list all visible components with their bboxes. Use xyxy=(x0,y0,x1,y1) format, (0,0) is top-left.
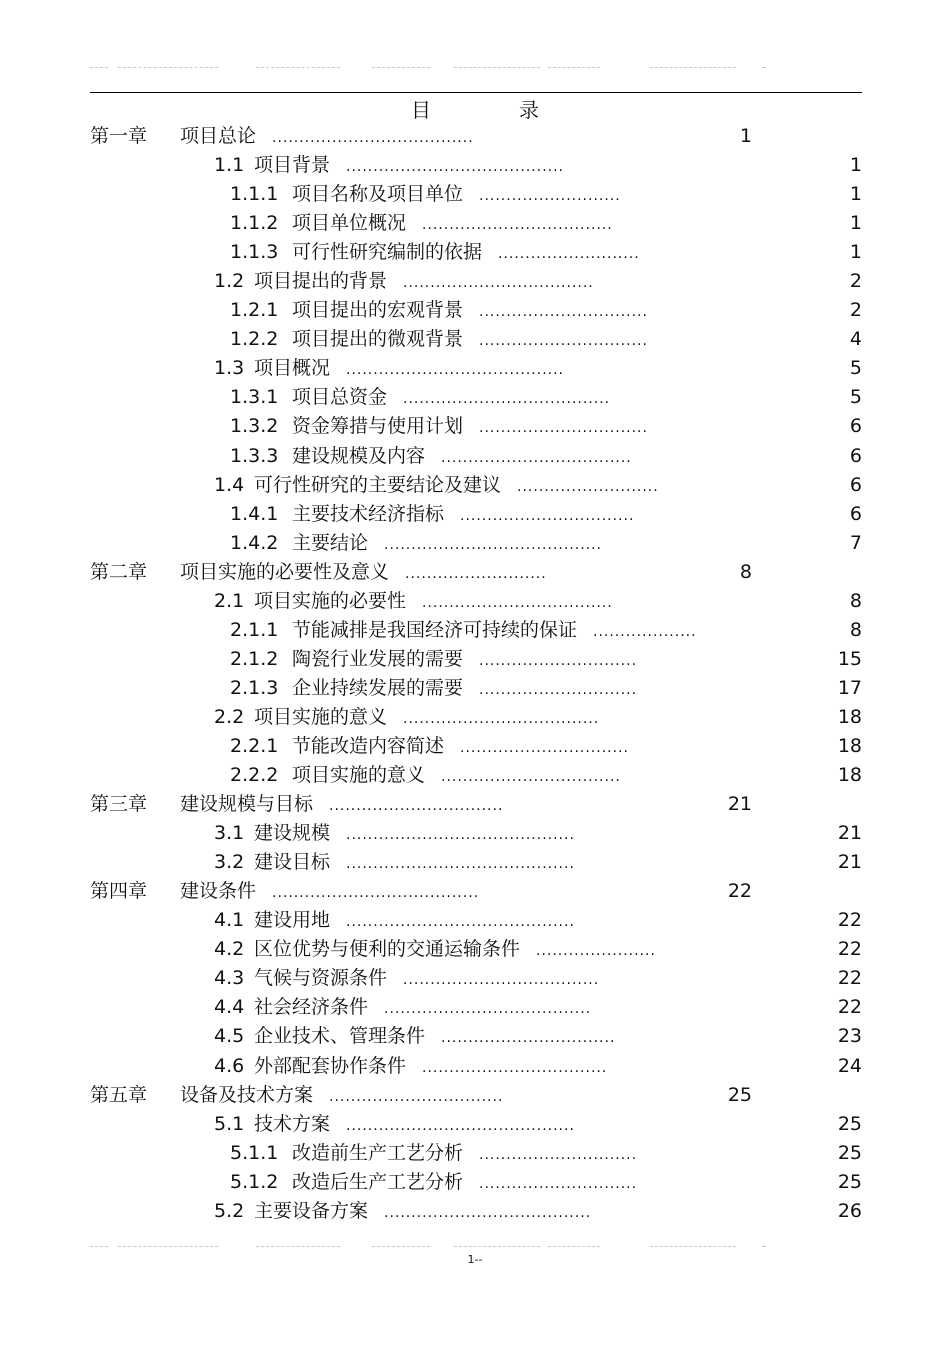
toc-entry-title: 项目实施的意义 xyxy=(254,705,388,728)
toc-entry[interactable] xyxy=(0,906,950,935)
toc-entry-page: 24 xyxy=(837,1054,862,1077)
toc-entry[interactable] xyxy=(0,558,950,587)
page-number: 1-- xyxy=(467,1253,483,1266)
toc-entry-page: 18 xyxy=(837,705,862,728)
toc-entry-leader: .......................... xyxy=(517,478,659,495)
toc-entry-title: 可行性研究的主要结论及建议 xyxy=(254,473,502,496)
toc-entry-title: 项目总论 xyxy=(180,125,257,147)
toc-entry-leader: ................................ xyxy=(329,1088,504,1105)
toc-entry-number: 第二章 xyxy=(90,560,148,583)
toc-entry[interactable] xyxy=(0,790,950,819)
toc-entry[interactable] xyxy=(0,1197,950,1226)
toc-entry-leader: .......................... xyxy=(405,565,547,582)
toc-entry[interactable] xyxy=(0,964,950,993)
toc-entry-leader: ........................................ xyxy=(346,362,565,379)
toc-entry[interactable] xyxy=(0,325,950,354)
toc-entry-title: 技术方案 xyxy=(254,1112,331,1135)
toc-entry-number: 1.4 xyxy=(214,473,245,496)
toc-entry-title: 项目总资金 xyxy=(292,386,388,409)
toc-entry-title: 项目背景 xyxy=(254,154,331,177)
toc-entry-page: 1 xyxy=(849,183,862,206)
toc-entry-leader: .......................................... xyxy=(346,914,575,931)
toc-entry[interactable] xyxy=(0,529,950,558)
toc-entry-page: 18 xyxy=(837,764,862,787)
toc-entry-title: 项目提出的微观背景 xyxy=(292,328,464,351)
toc-entry-leader: ............................... xyxy=(479,304,648,321)
toc-entry-page: 1 xyxy=(739,125,752,147)
toc-entry-number: 1.2 xyxy=(214,270,245,293)
toc-entry-page: 8 xyxy=(849,618,862,641)
toc-entry[interactable] xyxy=(0,935,950,964)
toc-entry-title: 节能改造内容简述 xyxy=(292,734,445,757)
toc-entry-leader: .......................................... xyxy=(346,1117,575,1134)
toc-entry-leader: ................................... xyxy=(403,275,594,292)
toc-entry[interactable] xyxy=(0,442,950,471)
toc-entry-page: 18 xyxy=(837,734,862,757)
toc-entry[interactable] xyxy=(0,674,950,703)
toc-entry-page: 6 xyxy=(849,473,862,496)
toc-entry[interactable] xyxy=(0,1139,950,1168)
toc-entry-leader: ................................... xyxy=(422,594,613,611)
toc-entry-page: 21 xyxy=(837,822,862,845)
toc-entry-number: 5.1.1 xyxy=(230,1141,279,1164)
toc-entry[interactable] xyxy=(0,1110,950,1139)
toc-entry-page: 8 xyxy=(739,560,752,583)
toc-entry-leader: ...................................... xyxy=(403,391,611,408)
toc-entry-page: 1 xyxy=(849,154,862,177)
toc-entry[interactable] xyxy=(0,151,950,180)
toc-entry-page: 1 xyxy=(849,241,862,264)
toc-entry-leader: ................................ xyxy=(441,1030,616,1047)
toc-entry-title: 气候与资源条件 xyxy=(254,967,388,990)
toc-entry-title: 项目提出的背景 xyxy=(254,270,388,293)
toc-entry[interactable] xyxy=(0,267,950,296)
toc-entry-title: 企业持续发展的需要 xyxy=(292,676,464,699)
toc-entry-title: 企业技术、管理条件 xyxy=(254,1025,426,1048)
toc-entry-leader: .......................... xyxy=(479,188,621,205)
toc-entry-number: 3.1 xyxy=(214,822,245,845)
toc-entry[interactable] xyxy=(0,383,950,412)
toc-entry-leader: ................... xyxy=(593,623,697,640)
toc-entry-leader: .................................... xyxy=(403,710,600,727)
toc-entry-page: 6 xyxy=(849,502,862,525)
toc-entry-leader: ...................................... xyxy=(272,885,480,902)
toc-entry-leader: .......................................... xyxy=(346,827,575,844)
toc-entry[interactable] xyxy=(0,471,950,500)
toc-entry-page: 22 xyxy=(837,967,862,990)
toc-entry-number: 1.3.3 xyxy=(230,444,279,467)
toc-entry[interactable] xyxy=(0,877,950,906)
toc-entry-leader: ...................... xyxy=(536,943,656,960)
toc-entry-title: 建设目标 xyxy=(254,851,331,874)
toc-entry-leader: .................................... xyxy=(403,972,600,989)
toc-entry-page: 22 xyxy=(837,938,862,961)
toc-entry[interactable] xyxy=(0,645,950,674)
toc-entry-number: 4.4 xyxy=(214,996,245,1019)
toc-entry-title: 改造前生产工艺分析 xyxy=(292,1141,464,1164)
toc-entry-title: 建设规模 xyxy=(254,822,331,845)
toc-entry-title: 节能减排是我国经济可持续的保证 xyxy=(292,618,578,641)
toc-entry-page: 1 xyxy=(849,212,862,235)
toc-entry-number: 1.1 xyxy=(214,154,245,177)
toc-entry-page: 25 xyxy=(727,1083,752,1106)
toc-entry-number: 5.1 xyxy=(214,1112,245,1135)
toc-entry[interactable] xyxy=(0,180,950,209)
toc-entry[interactable] xyxy=(0,500,950,529)
toc-entry-number: 4.6 xyxy=(214,1054,245,1077)
toc-entry-number: 2.2.1 xyxy=(230,734,279,757)
toc-entry[interactable] xyxy=(0,1052,950,1081)
toc-entry-page: 21 xyxy=(837,851,862,874)
toc-entry-number: 1.4.2 xyxy=(230,531,279,554)
toc-entry-page: 22 xyxy=(837,909,862,932)
toc-entry-leader: ............................. xyxy=(479,1146,638,1163)
toc-entry-number: 4.1 xyxy=(214,909,245,932)
toc-entry[interactable] xyxy=(0,1168,950,1197)
table-of-contents xyxy=(0,122,950,1226)
toc-entry-leader: ................................ xyxy=(460,507,635,524)
toc-entry-number: 5.1.2 xyxy=(230,1170,279,1193)
toc-entry-leader: ...................................... xyxy=(384,1001,592,1018)
toc-entry-page: 26 xyxy=(837,1199,862,1222)
toc-entry-number: 1.3.1 xyxy=(230,386,279,409)
toc-entry-leader: ................................... xyxy=(441,449,632,466)
toc-entry-title: 社会经济条件 xyxy=(254,996,369,1019)
toc-entry-number: 4.2 xyxy=(214,938,245,961)
toc-entry-title: 资金筹措与使用计划 xyxy=(292,415,464,438)
toc-entry-number: 1.4.1 xyxy=(230,502,279,525)
toc-entry-number: 4.3 xyxy=(214,967,245,990)
toc-entry-number: 1.3 xyxy=(214,357,245,380)
toc-entry-title: 项目实施的意义 xyxy=(292,764,426,787)
toc-entry-number: 1.2.2 xyxy=(230,328,279,351)
toc-entry-page: 25 xyxy=(837,1141,862,1164)
toc-entry-title: 项目名称及项目单位 xyxy=(292,183,464,206)
toc-entry-title: 项目实施的必要性及意义 xyxy=(180,560,390,583)
toc-entry-title: 改造后生产工艺分析 xyxy=(292,1170,464,1193)
toc-entry-number: 2.1.3 xyxy=(230,676,279,699)
footer-dashed-line xyxy=(90,1246,770,1248)
toc-entry-title: 建设规模及内容 xyxy=(292,444,426,467)
toc-entry[interactable] xyxy=(0,238,950,267)
toc-entry[interactable] xyxy=(0,122,950,151)
header-dashed-line xyxy=(90,67,770,69)
toc-entry-title: 主要设备方案 xyxy=(254,1199,369,1222)
toc-entry-title: 建设条件 xyxy=(180,880,257,903)
toc-entry-page: 6 xyxy=(849,415,862,438)
toc-entry-page: 23 xyxy=(837,1025,862,1048)
toc-entry-page: 22 xyxy=(837,996,862,1019)
toc-entry-leader: ................................. xyxy=(441,769,621,786)
toc-entry-leader: ............................... xyxy=(460,739,629,756)
toc-entry-title: 建设用地 xyxy=(254,909,331,932)
toc-entry-page: 15 xyxy=(837,647,862,670)
toc-entry-number: 3.2 xyxy=(214,851,245,874)
toc-entry-leader: ..................................... xyxy=(272,130,474,146)
toc-entry[interactable] xyxy=(0,848,950,877)
toc-entry-title: 主要结论 xyxy=(292,531,369,554)
toc-entry-page: 5 xyxy=(849,386,862,409)
toc-entry-number: 第四章 xyxy=(90,880,148,903)
toc-entry-number: 2.2.2 xyxy=(230,764,279,787)
toc-entry-number: 2.1.2 xyxy=(230,647,279,670)
toc-entry-page: 6 xyxy=(849,444,862,467)
toc-entry[interactable] xyxy=(0,209,950,238)
toc-entry-number: 1.2.1 xyxy=(230,299,279,322)
toc-entry[interactable] xyxy=(0,819,950,848)
toc-entry-leader: ........................................ xyxy=(384,536,603,553)
toc-entry-number: 2.2 xyxy=(214,705,245,728)
toc-entry-leader: .......................... xyxy=(498,246,640,263)
toc-entry-title: 陶瓷行业发展的需要 xyxy=(292,647,464,670)
toc-entry[interactable] xyxy=(0,993,950,1022)
toc-entry[interactable] xyxy=(0,1022,950,1051)
toc-entry-number: 2.1 xyxy=(214,589,245,612)
toc-entry-leader: ............................... xyxy=(479,420,648,437)
toc-entry-title: 建设规模与目标 xyxy=(180,793,314,816)
toc-entry-leader: ............................... xyxy=(479,333,648,350)
toc-entry-page: 25 xyxy=(837,1170,862,1193)
toc-entry-title: 设备及技术方案 xyxy=(180,1083,314,1106)
toc-entry-page: 21 xyxy=(727,793,752,816)
toc-entry-leader: ............................. xyxy=(479,681,638,698)
toc-entry[interactable] xyxy=(0,732,950,761)
toc-entry-title: 外部配套协作条件 xyxy=(254,1054,407,1077)
toc-entry-leader: ...................................... xyxy=(384,1204,592,1221)
toc-entry-page: 22 xyxy=(727,880,752,903)
toc-entry-number: 第三章 xyxy=(90,793,148,816)
toc-entry-number: 第一章 xyxy=(90,125,148,147)
toc-entry[interactable] xyxy=(0,412,950,441)
toc-entry-number: 1.1.3 xyxy=(230,241,279,264)
toc-entry-title: 项目提出的宏观背景 xyxy=(292,299,464,322)
toc-entry[interactable] xyxy=(0,354,950,383)
toc-entry-page: 5 xyxy=(849,357,862,380)
toc-entry-number: 1.1.2 xyxy=(230,212,279,235)
toc-entry[interactable] xyxy=(0,761,950,790)
toc-entry[interactable] xyxy=(0,1081,950,1110)
toc-entry-title: 主要技术经济指标 xyxy=(292,502,445,525)
toc-entry-page: 25 xyxy=(837,1112,862,1135)
toc-entry-title: 区位优势与便利的交通运输条件 xyxy=(254,938,521,961)
toc-entry-page: 8 xyxy=(849,589,862,612)
toc-entry-leader: .................................. xyxy=(422,1059,608,1076)
toc-entry-page: 4 xyxy=(849,328,862,351)
toc-entry-leader: ............................. xyxy=(479,1175,638,1192)
toc-entry-page: 2 xyxy=(849,299,862,322)
toc-entry-title: 项目实施的必要性 xyxy=(254,589,407,612)
page-title: 目 录 xyxy=(411,98,573,122)
toc-entry-page: 2 xyxy=(849,270,862,293)
toc-entry-number: 5.2 xyxy=(214,1199,245,1222)
toc-entry[interactable] xyxy=(0,296,950,325)
toc-entry-leader: .......................................... xyxy=(346,856,575,873)
toc-entry[interactable] xyxy=(0,587,950,616)
toc-entry-leader: ........................................ xyxy=(346,159,565,176)
toc-entry-number: 2.1.1 xyxy=(230,618,279,641)
toc-entry-leader: ................................ xyxy=(329,798,504,815)
toc-entry-leader: ............................. xyxy=(479,652,638,669)
toc-entry[interactable] xyxy=(0,703,950,732)
toc-entry[interactable] xyxy=(0,616,950,645)
toc-entry-title: 项目概况 xyxy=(254,357,331,380)
toc-entry-page: 7 xyxy=(849,531,862,554)
header-rule xyxy=(90,92,862,93)
toc-entry-number: 第五章 xyxy=(90,1083,148,1106)
toc-entry-leader: ................................... xyxy=(422,217,613,234)
toc-entry-number: 1.3.2 xyxy=(230,415,279,438)
toc-entry-number: 4.5 xyxy=(214,1025,245,1048)
toc-entry-page: 17 xyxy=(837,676,862,699)
toc-entry-title: 项目单位概况 xyxy=(292,212,407,235)
toc-entry-number: 1.1.1 xyxy=(230,183,279,206)
toc-entry-title: 可行性研究编制的依据 xyxy=(292,241,483,264)
